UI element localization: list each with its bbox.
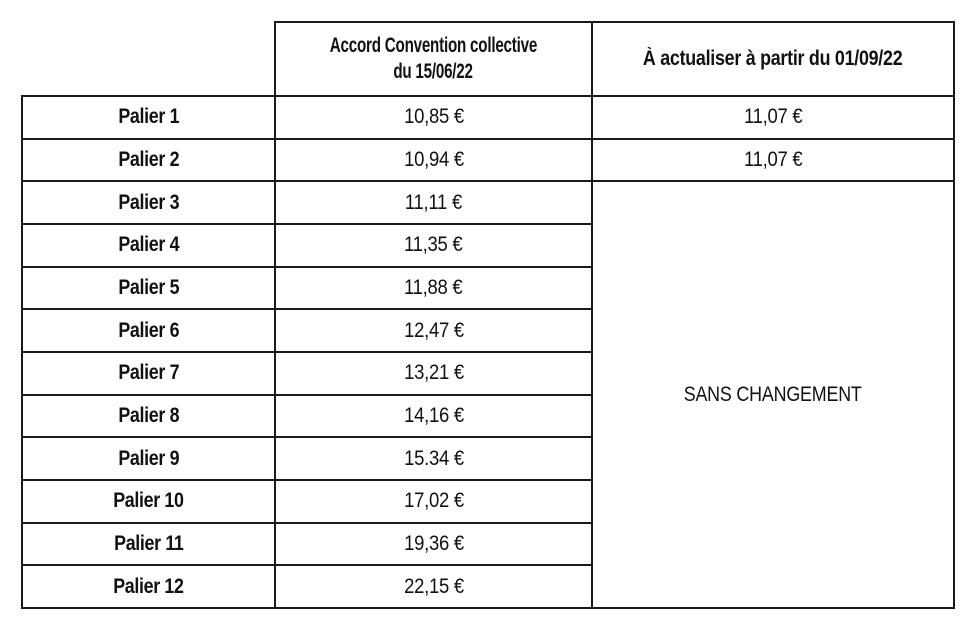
- accord-value: 13,21 €: [403, 361, 464, 385]
- actualise-value: 11,07 €: [743, 147, 803, 171]
- row-label-text: Palier 7: [118, 361, 179, 385]
- accord-value: 11,35 €: [404, 233, 463, 257]
- salary-table: [21, 21, 955, 609]
- column-header-actualise-text: À actualiser à partir du 01/09/22: [643, 47, 903, 70]
- merged-note-text: SANS CHANGEMENT: [684, 382, 862, 406]
- table-row-label: [21, 353, 276, 396]
- table-cell-accord: [276, 97, 593, 140]
- row-label-text: Palier 12: [113, 574, 184, 598]
- table-corner-cell: [21, 21, 276, 97]
- column-header-actualise: [593, 21, 955, 97]
- table-row-label: [21, 481, 276, 524]
- accord-value: 14,16 €: [403, 403, 464, 427]
- row-label-text: Palier 8: [118, 403, 179, 427]
- table-cell-accord: [276, 268, 593, 311]
- table-cell-accord: [276, 524, 593, 567]
- table-row-label: [21, 566, 276, 609]
- table-cell-accord: [276, 438, 593, 481]
- table-row-label: [21, 268, 276, 311]
- table-row-label: [21, 310, 276, 353]
- accord-value: 22,15 €: [403, 574, 464, 598]
- accord-value: 19,36 €: [403, 531, 464, 555]
- accord-value: 15.34 €: [403, 446, 464, 470]
- row-label-text: Palier 3: [118, 190, 179, 214]
- accord-value: 17,02 €: [403, 489, 464, 513]
- column-header-accord-line2: du 15/06/22: [393, 60, 474, 83]
- accord-value: 10,85 €: [403, 105, 464, 129]
- accord-value: 11,88 €: [404, 275, 463, 299]
- merged-note-cell: [593, 182, 955, 609]
- table-cell-actualise: [593, 97, 955, 140]
- table-row-label: [21, 225, 276, 268]
- table-cell-actualise: [593, 140, 955, 183]
- accord-value: 10,94 €: [403, 147, 464, 171]
- table-row-label: [21, 97, 276, 140]
- row-label-text: Palier 9: [118, 446, 179, 470]
- actualise-value: 11,07 €: [743, 105, 803, 129]
- table-cell-accord: [276, 566, 593, 609]
- accord-value: 11,11 €: [404, 190, 463, 214]
- table-cell-accord: [276, 225, 593, 268]
- row-label-text: Palier 10: [113, 489, 184, 513]
- row-label-text: Palier 2: [118, 147, 179, 171]
- table-cell-accord: [276, 182, 593, 225]
- row-label-text: Palier 5: [118, 275, 179, 299]
- table-cell-accord: [276, 353, 593, 396]
- table-row-label: [21, 182, 276, 225]
- row-label-text: Palier 11: [113, 531, 184, 555]
- table-row-label: [21, 140, 276, 183]
- table-cell-accord: [276, 396, 593, 439]
- row-label-text: Palier 4: [118, 233, 179, 257]
- column-header-accord-text: [312, 33, 556, 85]
- table-row-label: [21, 524, 276, 567]
- table-row-label: [21, 396, 276, 439]
- row-label-text: Palier 6: [118, 318, 179, 342]
- table-cell-accord: [276, 140, 593, 183]
- accord-value: 12,47 €: [403, 318, 464, 342]
- table-cell-accord: [276, 481, 593, 524]
- table-cell-accord: [276, 310, 593, 353]
- row-label-text: Palier 1: [118, 105, 179, 129]
- column-header-accord: [276, 21, 593, 97]
- column-header-accord-line1: Accord Convention collective: [329, 34, 538, 57]
- table-row-label: [21, 438, 276, 481]
